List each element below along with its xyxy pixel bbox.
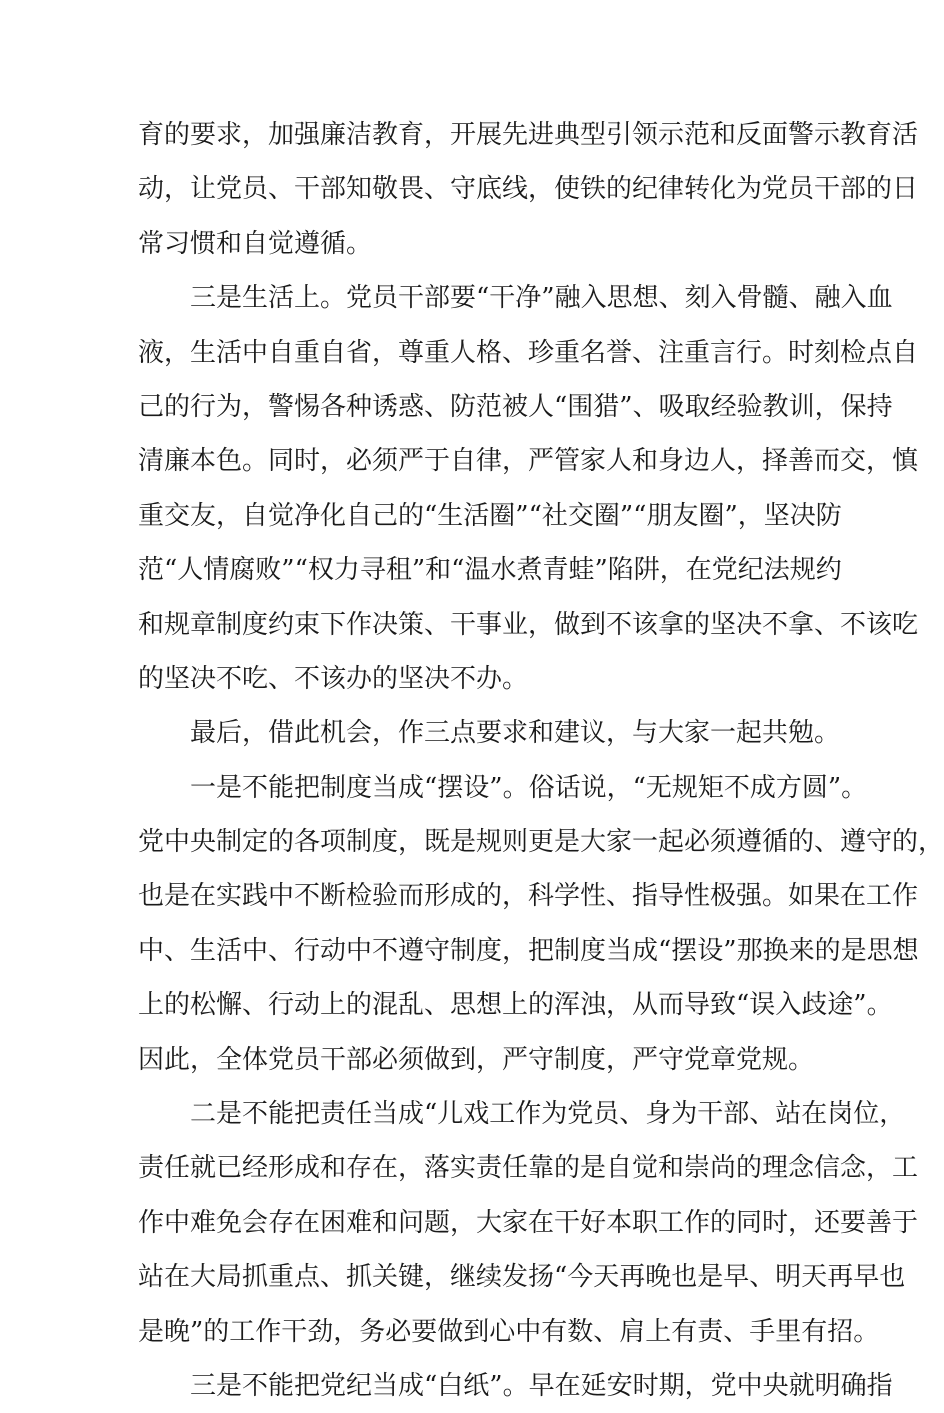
text-line: 作中难免会存在困难和问题，大家在干好本职工作的同时，还要善于 <box>138 1207 919 1238</box>
text-line: 党中央制定的各项制度，既是规则更是大家一起必须遵循的、遵守的， <box>138 827 944 858</box>
text-line: 三是不能把党纪当成“白纸”。早在延安时期，党中央就明确指 <box>190 1370 893 1401</box>
text-line: 和规章制度约束下作决策、干事业，做到不该拿的坚决不拿、不该吃 <box>138 609 919 640</box>
text-line: 也是在实践中不断检验而形成的，科学性、指导性极强。如果在工作 <box>138 881 919 912</box>
text-line: 范“人情腐败”“权力寻租”和“温水煮青蛙”陷阱，在党纪法规约 <box>138 555 842 586</box>
text-line: 己的行为，警惕各种诱惑、防范被人“围猎”、吸取经验教训，保持 <box>138 391 893 422</box>
text-line: 是晚”的工作干劲，务必要做到心中有数、肩上有责、手里有招。 <box>138 1316 880 1347</box>
text-line: 因此，全体党员干部必须做到，严守制度，严守党章党规。 <box>138 1044 815 1075</box>
text-line: 重交友，自觉净化自己的“生活圈”“社交圈”“朋友圈”，坚决防 <box>138 500 842 531</box>
text-line: 三是生活上。党员干部要“干净”融入思想、刻入骨髓、融入血 <box>190 283 893 314</box>
text-line: 责任就已经形成和存在，落实责任靠的是自觉和崇尚的理念信念，工 <box>138 1153 919 1184</box>
text-line: 常习惯和自觉遵循。 <box>138 228 373 259</box>
body-text <box>138 108 944 1413</box>
text-line: 最后，借此机会，作三点要求和建议，与大家一起共勉。 <box>190 718 841 749</box>
text-line: 的坚决不吃、不该办的坚决不办。 <box>138 663 529 694</box>
text-line: 动，让党员、干部知敬畏、守底线，使铁的纪律转化为党员干部的日 <box>138 174 919 205</box>
text-line: 液，生活中自重自省，尊重人格、珍重名誉、注重言行。时刻检点自 <box>138 337 919 368</box>
text-line: 上的松懈、行动上的混乱、思想上的浑浊，从而导致“误入歧途”。 <box>138 990 893 1021</box>
text-line: 二是不能把责任当成“儿戏工作为党员、身为干部、站在岗位， <box>190 1099 906 1130</box>
text-line: 中、生活中、行动中不遵守制度，把制度当成“摆设”那换来的是思想 <box>138 935 919 966</box>
text-line: 清廉本色。同时，必须严于自律，严管家人和身边人，择善而交，慎 <box>138 446 919 477</box>
text-line: 育的要求，加强廉洁教育，开展先进典型引领示范和反面警示教育活 <box>138 120 919 150</box>
text-line: 一是不能把制度当成“摆设”。俗话说，“无规矩不成方圆”。 <box>190 772 868 803</box>
text-line: 站在大局抓重点、抓关键，继续发扬“今天再晚也是早、明天再早也 <box>138 1262 906 1293</box>
